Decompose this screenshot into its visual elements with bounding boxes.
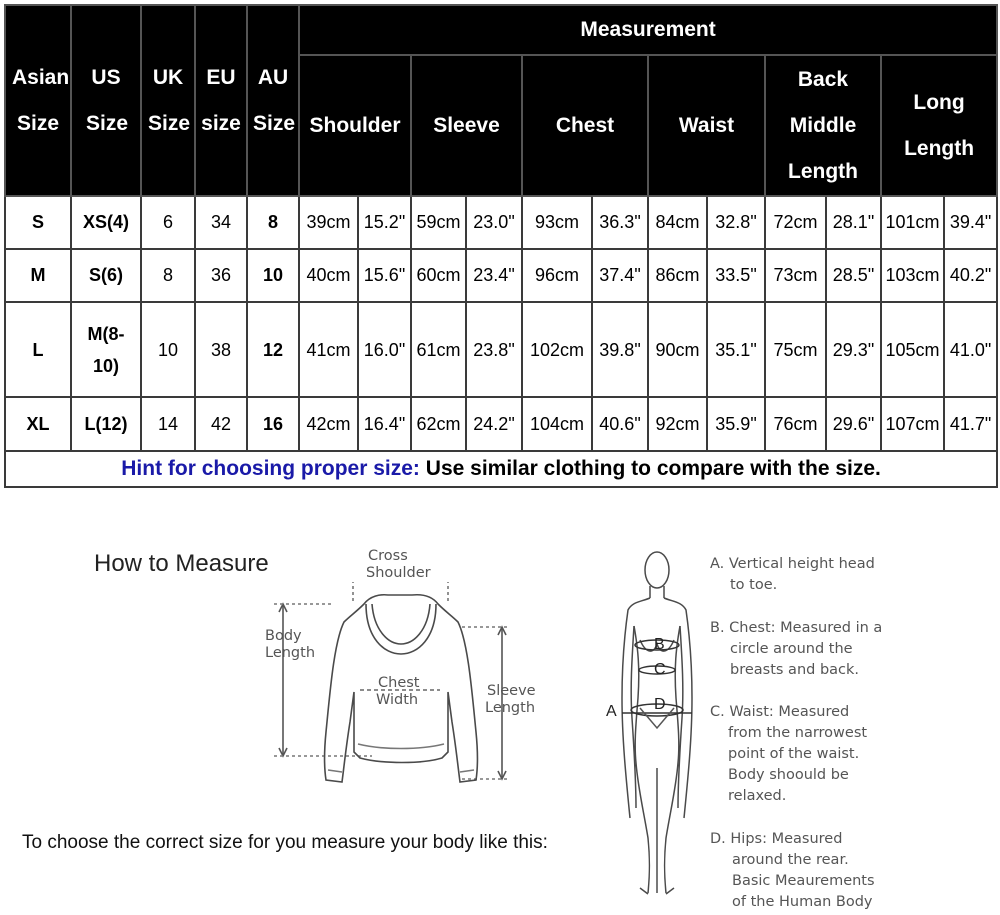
hint-cell — [5, 451, 997, 487]
cell-measurement: 16.0" — [358, 302, 411, 397]
cell-eu-size: 36 — [195, 249, 247, 302]
header-eu-size-label: EU size — [201, 65, 241, 135]
cell-measurement: 15.6" — [358, 249, 411, 302]
cell-measurement: 40cm — [299, 249, 358, 302]
cross-shoulder-label-line: Cross — [368, 548, 408, 564]
cell-measurement: 107cm — [881, 397, 944, 451]
cell-measurement: 39.8" — [592, 302, 648, 397]
cell-measurement: 35.9" — [707, 397, 765, 451]
cell-measurement: 105cm — [881, 302, 944, 397]
cell-measurement: 33.5" — [707, 249, 765, 302]
cell-measurement: 29.6" — [826, 397, 881, 451]
header-long-length — [881, 55, 997, 196]
cell-measurement: 36.3" — [592, 196, 648, 249]
cross-shoulder-label-line: Shoulder — [366, 565, 431, 581]
note-line: D. Hips: Measured — [710, 831, 843, 847]
size-chart-table — [4, 4, 998, 488]
header-waist-label: Waist — [678, 113, 735, 137]
cell-au-size: 16 — [247, 397, 299, 451]
table-row — [5, 196, 997, 249]
cell-eu-size: 42 — [195, 397, 247, 451]
cell-eu-size: 34 — [195, 196, 247, 249]
figure-letter-a: A — [606, 703, 617, 720]
note-line: Body shoould be — [728, 767, 849, 783]
note-line: from the narrowest — [728, 725, 868, 741]
cell-au-size: 10 — [247, 249, 299, 302]
sleeve-length-label-line: Length — [485, 700, 536, 716]
cell-measurement: 40.6" — [592, 397, 648, 451]
header-back-middle-length — [765, 55, 881, 196]
cell-us-size: XS(4) — [71, 196, 141, 249]
cell-measurement: 96cm — [522, 249, 592, 302]
header-uk-size-label: UK Size — [148, 65, 191, 135]
cell-uk-size: 8 — [141, 249, 195, 302]
cell-eu-size: 38 — [195, 302, 247, 397]
sweater-diagram — [262, 582, 522, 842]
cell-measurement: 41cm — [299, 302, 358, 397]
header-asian-size-label: Asian Size — [12, 65, 70, 135]
note-waist — [710, 702, 867, 807]
cell-measurement: 24.2" — [466, 397, 522, 451]
header-us-size-label: US Size — [86, 65, 129, 135]
body-figure-diagram — [600, 548, 720, 898]
cell-measurement: 23.8" — [466, 302, 522, 397]
hint-text: Use similar clothing to compare with the size. — [425, 457, 881, 480]
header-back-middle-length-label: Back Middle Length — [788, 67, 858, 183]
note-line: Basic Meaurements — [732, 873, 875, 889]
header-chest — [522, 55, 648, 196]
note-line: C. Waist: Measured — [710, 704, 850, 720]
cell-uk-size: 10 — [141, 302, 195, 397]
cell-measurement: 23.0" — [466, 196, 522, 249]
cell-uk-size: 6 — [141, 196, 195, 249]
header-au-size — [247, 5, 299, 196]
header-shoulder — [299, 55, 411, 196]
header-shoulder-label: Shoulder — [309, 113, 401, 137]
header-chest-label: Chest — [555, 113, 615, 137]
cell-measurement: 29.3" — [826, 302, 881, 397]
cell-measurement: 32.8" — [707, 196, 765, 249]
header-au-size-label: AU Size — [253, 65, 296, 135]
cell-measurement: 84cm — [648, 196, 707, 249]
cell-measurement: 37.4" — [592, 249, 648, 302]
cell-measurement: 35.1" — [707, 302, 765, 397]
cross-shoulder-label — [366, 548, 431, 582]
cell-measurement: 42cm — [299, 397, 358, 451]
note-line: B. Chest: Measured in a — [710, 620, 883, 636]
cell-measurement: 101cm — [881, 196, 944, 249]
cell-us-size: L(12) — [71, 397, 141, 451]
instruction-text: To choose the correct size for you measure your body like this: — [22, 832, 548, 853]
cell-measurement: 41.0" — [944, 302, 997, 397]
cell-measurement: 76cm — [765, 397, 826, 451]
header-uk-size — [141, 5, 195, 196]
header-us-size — [71, 5, 141, 196]
figure-letter-c: C — [654, 661, 666, 678]
note-chest — [710, 618, 882, 681]
cell-measurement: 90cm — [648, 302, 707, 397]
table-row — [5, 249, 997, 302]
note-line: breasts and back. — [730, 662, 860, 678]
note-line: relaxed. — [728, 788, 787, 804]
note-height — [710, 554, 875, 596]
cell-asian-size: S — [5, 196, 71, 249]
cell-measurement: 41.7" — [944, 397, 997, 451]
cell-measurement: 102cm — [522, 302, 592, 397]
chest-width-label-line: Width — [376, 692, 419, 708]
note-line: circle around the — [730, 641, 853, 657]
hint-row — [5, 451, 997, 487]
cell-au-size: 12 — [247, 302, 299, 397]
cell-measurement: 104cm — [522, 397, 592, 451]
note-line: of the Human Body — [732, 894, 873, 910]
cell-measurement: 28.1" — [826, 196, 881, 249]
figure-letter-b: B — [654, 636, 665, 653]
cell-asian-size: M — [5, 249, 71, 302]
table-body — [5, 196, 997, 487]
body-length-label-line: Body — [265, 628, 302, 644]
body-length-label-line: Length — [265, 645, 316, 661]
cell-measurement: 62cm — [411, 397, 466, 451]
cell-measurement: 28.5" — [826, 249, 881, 302]
cell-asian-size: L — [5, 302, 71, 397]
header-waist — [648, 55, 765, 196]
note-line: around the rear. — [732, 852, 849, 868]
table-row — [5, 397, 997, 451]
cell-measurement: 23.4" — [466, 249, 522, 302]
header-measurement — [299, 5, 997, 55]
sleeve-length-label-line: Sleeve — [487, 683, 536, 699]
table-row — [5, 302, 997, 397]
header-sleeve — [411, 55, 522, 196]
cell-measurement: 59cm — [411, 196, 466, 249]
cell-measurement: 39cm — [299, 196, 358, 249]
cell-measurement: 92cm — [648, 397, 707, 451]
cell-asian-size: XL — [5, 397, 71, 451]
hint-label: Hint for choosing proper size: — [121, 457, 420, 480]
note-line: to toe. — [730, 577, 778, 593]
cell-measurement: 16.4" — [358, 397, 411, 451]
header-sleeve-label: Sleeve — [433, 113, 500, 137]
cell-measurement: 93cm — [522, 196, 592, 249]
note-line: point of the waist. — [728, 746, 860, 762]
header-long-length-label: Long Length — [904, 90, 975, 160]
header-eu-size — [195, 5, 247, 196]
cell-us-size: S(6) — [71, 249, 141, 302]
header-asian-size — [5, 5, 71, 196]
how-to-measure-title: How to Measure — [94, 550, 269, 577]
chest-width-label-line: Chest — [378, 675, 420, 691]
figure-letter-d: D — [654, 696, 666, 713]
note-line: A. Vertical height head — [710, 556, 875, 572]
note-hips — [710, 829, 875, 913]
cell-measurement: 103cm — [881, 249, 944, 302]
cell-measurement: 39.4" — [944, 196, 997, 249]
cell-au-size: 8 — [247, 196, 299, 249]
cell-measurement: 86cm — [648, 249, 707, 302]
cell-measurement: 40.2" — [944, 249, 997, 302]
cell-measurement: 15.2" — [358, 196, 411, 249]
cell-measurement: 72cm — [765, 196, 826, 249]
cell-measurement: 61cm — [411, 302, 466, 397]
cell-measurement: 60cm — [411, 249, 466, 302]
header-measurement-label: Measurement — [580, 18, 716, 41]
cell-measurement: 75cm — [765, 302, 826, 397]
cell-uk-size: 14 — [141, 397, 195, 451]
cell-measurement: 73cm — [765, 249, 826, 302]
cell-us-size: M(8-10) — [71, 302, 141, 397]
